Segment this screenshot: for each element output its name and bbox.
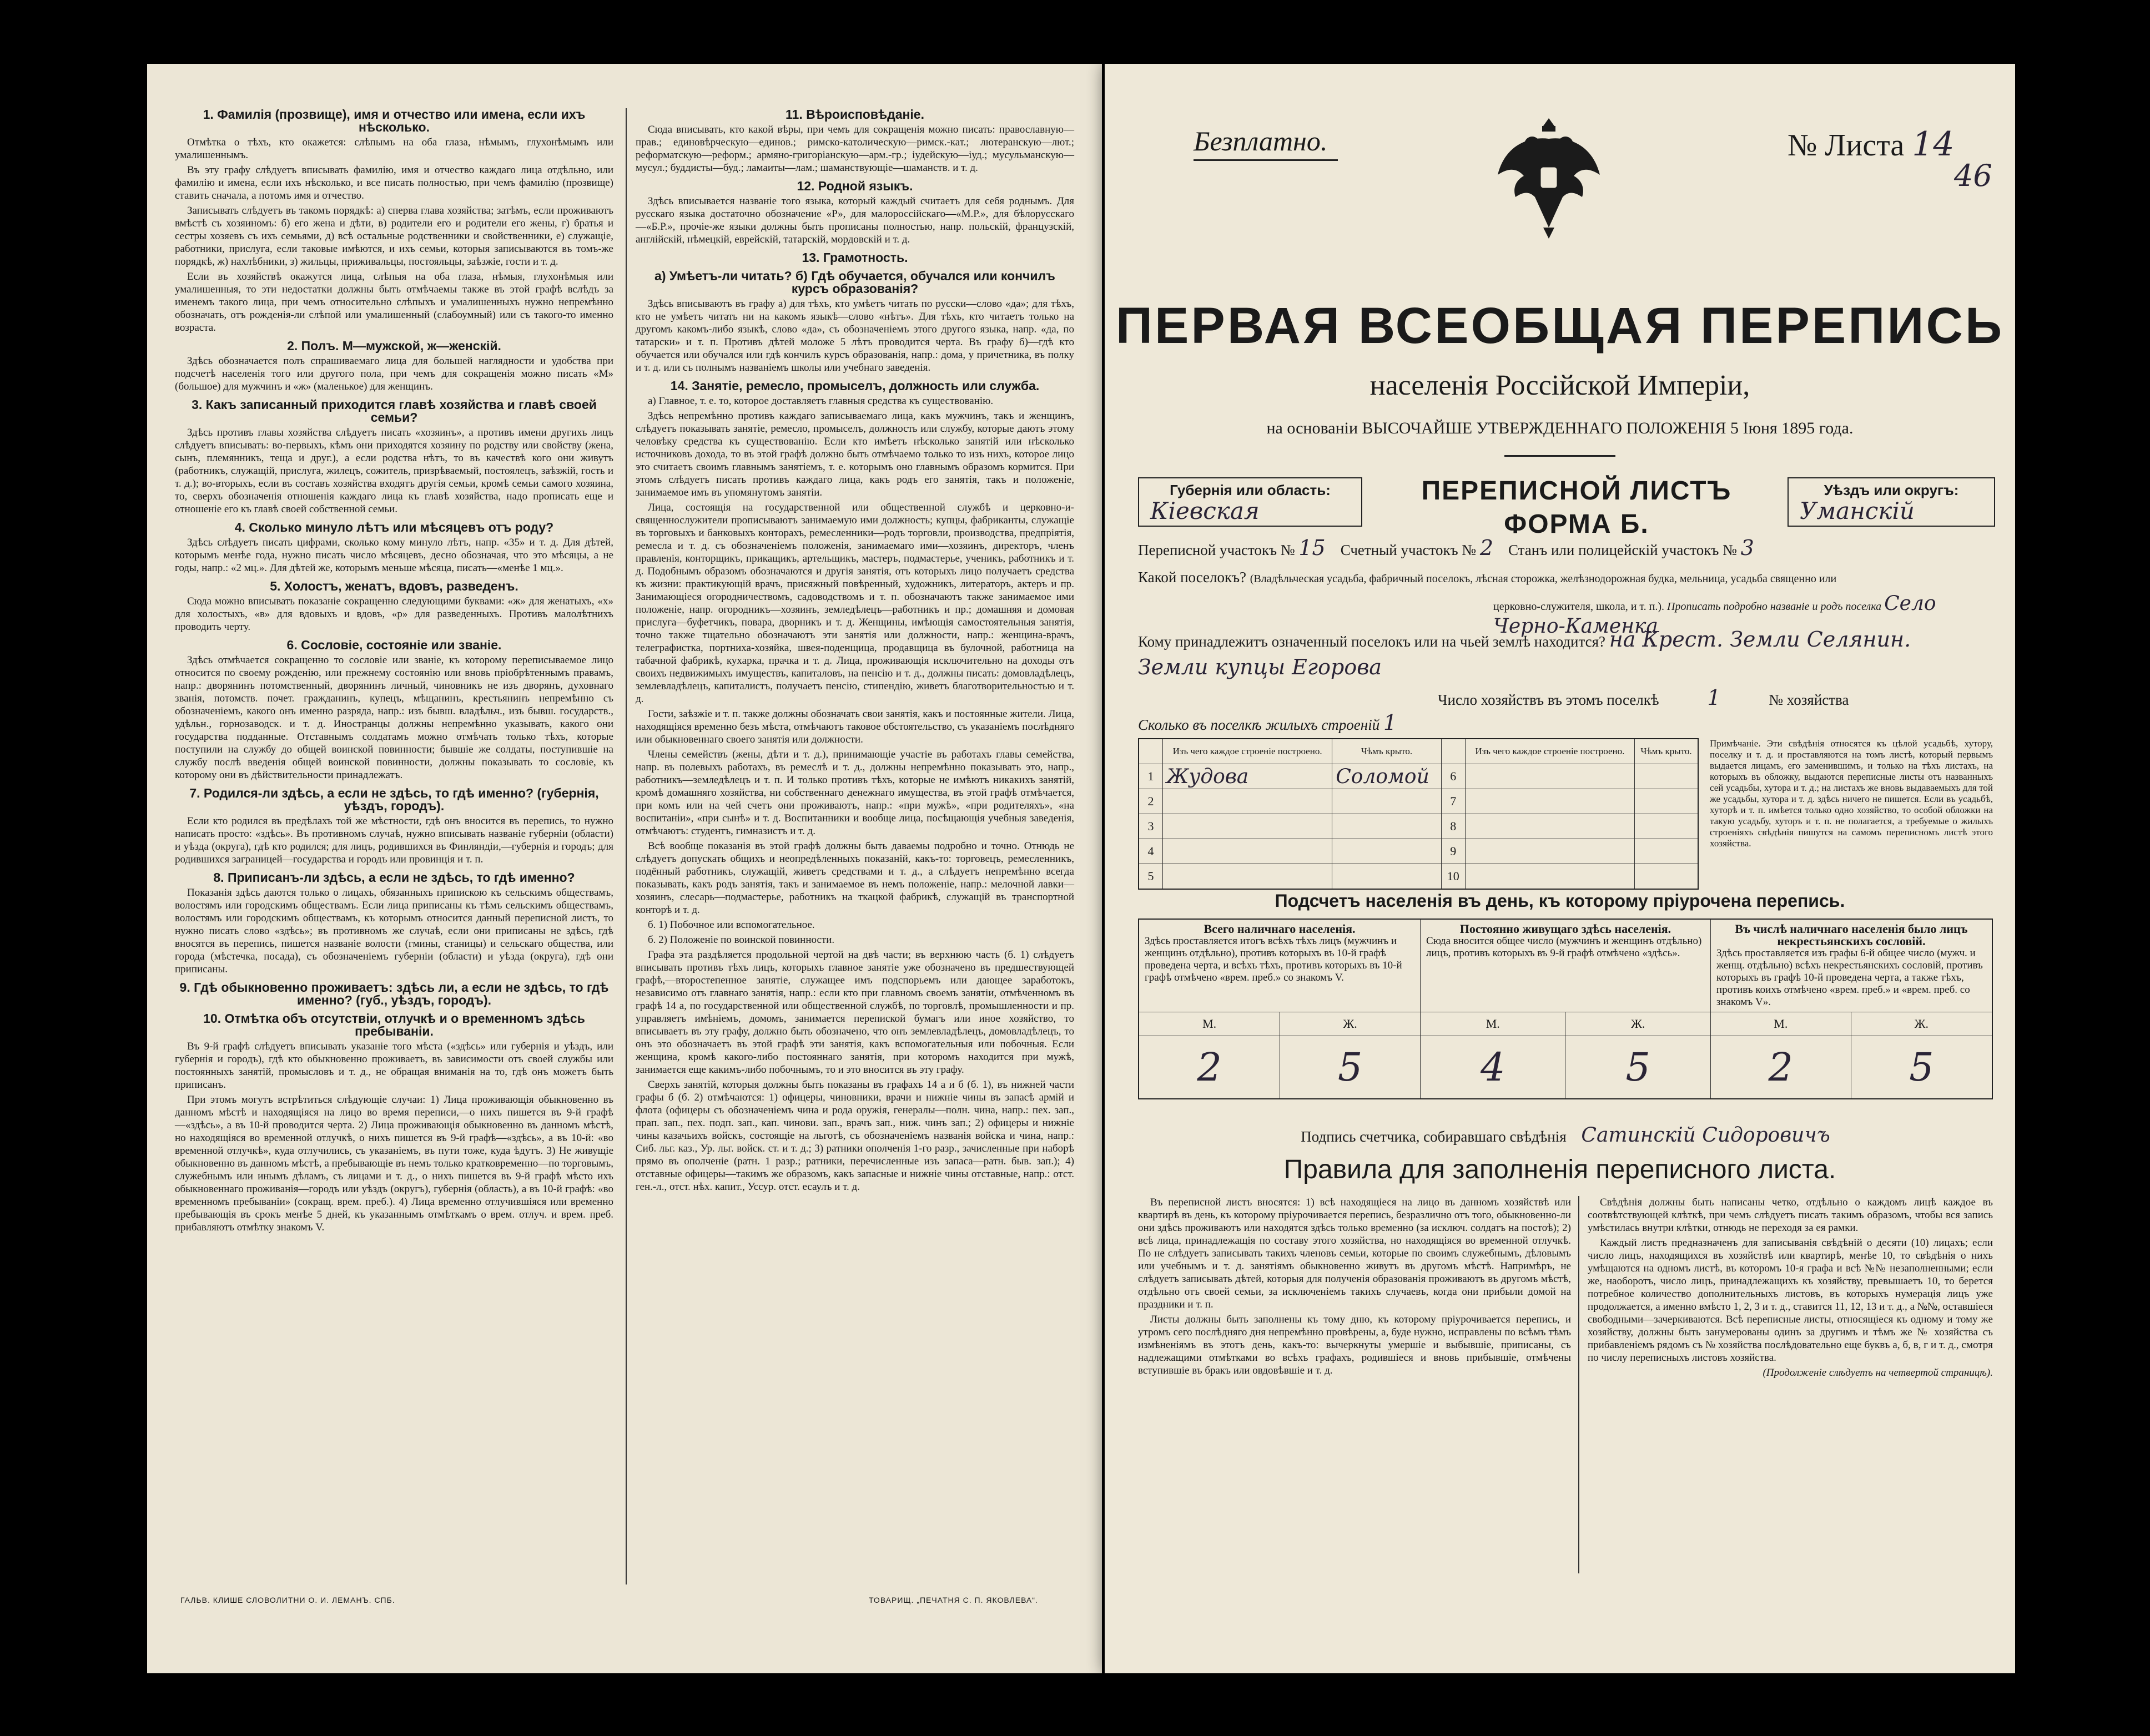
- male-header: М.: [1139, 1012, 1280, 1036]
- buildings-note: Примѣчаніе. Эти свѣдѣнія относятся къ цѣлой усадьбѣ, хутору, поселку и т. д. и проставляются на томъ листѣ, который первымъ выдается лицамъ, его заменившимъ, и только на тѣхъ листахъ, на которыхъ въ обложку, выдаются переписные листы отъ названныхъ сей усадьбы, хутора и т. д.; на листахъ же вновь выдаваемыхъ для той же усадьбы, хутора и т. д. здѣсь ничего не пишется. Если въ усадьбѣ, хуторѣ и т. п. имѣется только одно хозяйство, то особой обложки на такую усадьбу, хуторъ и т. п. не полагается, а требуемые о жилыхъ строеніяхъ свѣдѣнія пишутся на самомъ переписномъ листѣ этого хозяйства.: [1710, 738, 1993, 849]
- instruction-paragraph: Здѣсь слѣдуетъ писать цифрами, сколько кому минуло лѣтъ, напр. «35» и т. д. Для дѣтей, которымъ менѣе года, нужно писать число мѣсяцевъ, десно обозначая, что это мѣсяцы, а не годы, напр.: «2 мц.». Для дѣтей же, которымъ меньше мѣсяца, писать—«менѣе 1 мц.».: [175, 537, 613, 574]
- roof-header-2: Чѣмъ крыто.: [1635, 739, 1699, 764]
- instruction-paragraph: Здѣсь противъ главы хозяйства слѣдуетъ писать «хозяинъ», а противъ имени другихъ лицъ слѣдуетъ вписывать: во-первыхъ, кѣмъ они приходятся хозяину по родству или свойству (жена, сынъ, племянникъ, теща и друг.), а если родства нѣтъ, то въ качествѣ кого они живутъ (работникъ, служащій, прислуга, жилецъ, сожитель, призрѣваемый, постоялецъ, заѣзжій, гость и т. д.); во-вторыхъ, если въ составъ хозяйства входятъ другія семьи, кромѣ семьи самого хозяина, то, сверхъ обозначенія отношенія каждаго лица къ главѣ хозяйства, надо прописать еще и отношеніе его къ главѣ своей собственной семьи.: [175, 427, 613, 515]
- instruction-heading: 3. Какъ записанный приходится главѣ хозяйства и главѣ своей семьи?: [192, 397, 597, 425]
- district-row: [1138, 536, 1993, 560]
- divider-rule: [1504, 455, 1615, 457]
- material-header-2: Изъ чего каждое строеніе построено.: [1465, 739, 1634, 764]
- instruction-paragraph: Графа эта раздѣляется продольной чертой на двѣ части; въ верхнюю часть (б. 1) слѣдуетъ вписывать противъ тѣхъ лицъ, которыхъ главное занятіе уже обозначено въ предшествующей графѣ,—второстепенное занятіе, служащее имъ подспорьемъ или дающее заработокъ, независимо отъ главнаго занятія, напр.: если кто при главномъ своемъ занятіи, отмѣченномъ въ графѣ 14 а, по государственной или общественной службѣ, по торговлѣ, промышленности и пр. управляетъ имѣніемъ, домомъ, занимается перепиской бумагъ или иное хозяйство, то вписываетъ въ эту графу, должно быть обозначено, что онъ землевладѣлецъ, домовладѣлецъ, то онъ это обозначаетъ въ этой графѣ эти занятія, какъ вспомогательныя или побочныя. Если женщина, кромѣ какого-либо постояннаго занятія, при которомъ находится при мужѣ, занимается еще какимъ-либо побочнымъ, то и это вносится въ эту графу.: [636, 949, 1074, 1076]
- rules-column-right: Свѣдѣнія должны быть написаны четко, отдѣльно о каждомъ лицѣ каждое въ соотвѣтствующей клѣткѣ, при чемъ слѣдуетъ писать такимъ образомъ, чтобы вся запись умѣстилась внутри клѣтки, отнюдь не переходя за ея рамки. Каждый листъ предназначенъ для записыванія свѣдѣній о десяти (10) лицахъ; если число лицъ, находящихся въ хозяйствѣ или квартирѣ, менѣе 10, то свѣдѣнія о нихъ умѣщаются на одномъ листѣ, въ которомъ 10-я графа и всѣ №№ незаполненными; если же, наоборотъ, число лицъ, принадлежащихъ къ хозяйству, превышаетъ 10, то берется потребное количество дополнительныхъ листовъ, въ которыхъ нумерація лицъ уже продолжается, а именно вмѣсто 1, 2, 3 и т. д., ставится 11, 12, 13 и т. д., а №№, оставшіеся свободными—зачеркиваются. Всѣ переписные листы, относящіеся къ одному и тому же хозяйству, должны быть занумерованы одинъ за другимъ и тѣмъ же № хозяйства съ прибавленіемъ рядомъ съ № хозяйства послѣдовательно еще буквъ а, б, в, г и т. д., смотря по числу переписныхъ листовъ хозяйства. (Продолженіе слѣдуетъ на четвертой страницѣ).: [1588, 1197, 1993, 1379]
- free-underline: [1194, 159, 1338, 161]
- non-peasant-female-count: 5: [1851, 1036, 1992, 1099]
- column-divider: [626, 108, 627, 1584]
- instruction-paragraph: Въ 9-й графѣ слѣдуетъ вписывать указаніе того мѣста («здѣсь» или губернія и уѣздъ, или губернія и городъ), гдѣ кто обыкновенно проживаетъ, въ зависимости отъ своей службы или постоянныхъ занятій, промысловъ и т. д., не обращая вниманія на то, гдѣ онъ можетъ быть приписанъ.: [175, 1041, 613, 1091]
- table-row: 4 9: [1139, 839, 1698, 864]
- instruction-paragraph: б. 1) Побочное или вспомогательное.: [648, 919, 815, 931]
- instruction-paragraph: Здѣсь вписываютъ въ графу а) для тѣхъ, кто умѣетъ читать по русски—слово «да»; для тѣхъ, кто не умѣетъ читать ни на какомъ языкѣ—слово «нѣтъ». Для тѣхъ, кто читаетъ только на другомъ какомъ-либо языкѣ, слово «да», съ обозначеніемъ этого другого языка, напр. «да, по татарски» и т. п. Противъ дѣтей моложе 5 лѣтъ проводится черта. Въ графу б)—гдѣ кто обучается или обучался или гдѣ кончилъ курсъ образованія, напр.: дома, у причетника, въ полку и т. д. или съ полнымъ названіемъ школы или учебнаго заведенія.: [636, 298, 1074, 374]
- households-label: Число хозяйствъ въ этомъ поселкѣ: [1438, 692, 1659, 708]
- police-district-label: Станъ или полицейскій участокъ №: [1508, 542, 1737, 558]
- sheet-type-line-1: ПЕРЕПИСНОЙ ЛИСТЪ: [1421, 476, 1732, 506]
- printer-credit-left: ГАЛЬВ. КЛИШЕ СЛОВОЛИТНИ О. И. ЛЕМАНЪ. СПБ.: [180, 1596, 395, 1604]
- population-count-table: [1138, 919, 1993, 1099]
- printer-credit-right: ТОВАРИЩ. „ПЕЧАТНЯ С. П. ЯКОВЛЕВА“.: [869, 1596, 1038, 1604]
- settlement-value: Село Черно-Каменка: [1493, 592, 1936, 638]
- instruction-paragraph: Если кто родился въ предѣлахъ той же мѣстности, гдѣ онъ вносится въ перепись, то нужно написать просто: «здѣсь». Въ противномъ случаѣ, нужно вписывать названіе губерніи (области) и уѣзда (округа), гдѣ кто родился; для лицъ, родившихся въ Финляндіи,—губернія и городъ; для родившихся заграницей—государства и городъ или провинція и т. п.: [175, 815, 613, 865]
- settlement-hint-3: Прописать подробно названіе и родъ поселка: [1667, 600, 1882, 613]
- instruction-heading: 1. Фамилія (прозвище), имя и отчество или имена, если ихъ нѣсколько.: [203, 107, 586, 134]
- households-row: [1438, 685, 1993, 710]
- count-header-non-peasant: Въ числѣ наличнаго населенія было лицъ некрестьянскихъ сословій.: [1735, 922, 1968, 948]
- count-header-permanent: Постоянно живущаго здѣсь населенія.: [1459, 922, 1671, 936]
- female-header: Ж.: [1851, 1012, 1992, 1036]
- gubernia-label: Губернія или область:: [1170, 482, 1331, 498]
- instruction-paragraph: Сюда можно вписывать показаніе сокращенно следующими буквами: «ж» для женатыхъ, «х» для холостыхъ, «в» для вдовыхъ и вдовъ, «р» для разведенныхъ. Противъ малолѣтнихъ проводить черту.: [175, 596, 613, 633]
- household-number-label: № хозяйства: [1769, 692, 1849, 708]
- buildings-table: [1138, 738, 1699, 890]
- buildings-value: 1: [1383, 710, 1397, 735]
- building-roof: Соломой: [1332, 764, 1442, 789]
- sheet-number-value: 14: [1912, 125, 1955, 164]
- owner-value-2: Земли купцы Егорова: [1138, 655, 1382, 679]
- instruction-paragraph: Члены семействъ (жены, дѣти и т. д.), принимающіе участіе въ работахъ главы семейства, напр. въ полевыхъ работахъ, въ ремеслѣ и т. д., должны непремѣнно показывать это, напр., работникъ—земледѣлецъ и т. п. И только противъ тѣхъ, которые не имѣютъ никакихъ занятій, кромѣ домашняго хозяйства, ни собственнаго денежнаго имущества, въ этой графѣ отмѣчается, при комъ или на чей счетъ они проживаютъ, напр.: «при мужѣ», «при родителяхъ», «на воспитаніи», «при сынѣ» и т. д. Воспитанники и вообще лица, посѣщающія учебныя заведенія, отмѣчаютъ: студентъ, гимназистъ и т. д.: [636, 749, 1074, 837]
- instruction-heading: 2. Полъ. М—мужской, ж—женскій.: [287, 339, 501, 353]
- instruction-heading: 14. Занятіе, ремесло, промыселъ, должность или служба.: [670, 379, 1040, 393]
- uezd-box: [1788, 477, 1995, 527]
- police-district-value: 3: [1740, 536, 1754, 560]
- gubernia-box: [1138, 477, 1362, 527]
- settlement-hint: (Владѣльческая усадьба, фабричный поселокъ, лѣсная сторожка, желѣзнодорожная будка, мельница, усадьба священно или: [1250, 573, 1837, 585]
- uezd-value: Уманскій: [1800, 497, 1915, 524]
- table-row: 5 10: [1139, 864, 1698, 890]
- buildings-row: [1138, 710, 1993, 735]
- document-title: ПЕРВАЯ ВСЕОБЩАЯ ПЕРЕПИСЬ: [1115, 297, 2005, 354]
- count-district-value: 2: [1479, 536, 1494, 560]
- total-female-count: 5: [1280, 1036, 1421, 1099]
- instruction-paragraph: Въ эту графу слѣдуетъ вписывать фамилію, имя и отчество каждаго лица отдѣльно, или фамилію и имена, если ихъ нѣсколько, и все писать полностью, при чемъ фамилію (прозвище) ставить сначала, а потомъ имя и отчество.: [175, 164, 613, 201]
- instruction-paragraph: Гости, заѣзжіе и т. п. также должны обозначать свои занятія, какъ и постоянные жители. Лица, находящіяся временно безъ мѣста, отмѣчаютъ таковое обстоятельство, съ указаніемъ послѣдняго или обыкновеннаго своего занятія или должности.: [636, 708, 1074, 745]
- count-header-total: Всего наличнаго населенія.: [1204, 922, 1356, 936]
- instruction-heading: 4. Сколько минуло лѣтъ или мѣсяцевъ отъ роду?: [234, 520, 554, 534]
- total-male-count: 2: [1139, 1036, 1280, 1099]
- female-header: Ж.: [1565, 1012, 1710, 1036]
- count-district-label: Счетный участокъ №: [1340, 542, 1477, 558]
- instruction-heading: 8. Приписанъ-ли здѣсь, а если не здѣсь, то гдѣ именно?: [213, 870, 575, 885]
- owner-row: [1138, 627, 1993, 652]
- instruction-paragraph: б. 2) Положеніе по воинской повинности.: [648, 934, 835, 946]
- sheet-number-value-2: 46: [1954, 158, 1992, 193]
- count-text-non-peasant: Здѣсь проставляется изъ графы 6-й общее число (мужч. и женщ. отдѣльно) всѣхъ некрестьянскихъ сословій, противъ которыхъ въ графѣ 10-й проведена черта, а также тѣхъ, противъ коихъ отмѣчено «врем. преб.» и «врем. преб. со знакомъ V».: [1716, 947, 1983, 1008]
- sheet-type: [1366, 475, 1788, 541]
- sheet-type-line-2: ФОРМА Б.: [1504, 509, 1649, 539]
- building-material: Жудова: [1163, 764, 1332, 789]
- census-district-value: 15: [1298, 536, 1326, 560]
- roof-header: Чѣмъ крыто.: [1332, 739, 1442, 764]
- instructions-column-2: [636, 103, 1074, 1195]
- instructions-column-1: [175, 103, 613, 1236]
- count-text-total: Здѣсь проставляется итогъ всѣхъ тѣхъ лицъ (мужчинъ и женщинъ отдѣльно), противъ которыхъ въ 10-й графѣ проведена черта, и всѣхъ тѣхъ, противъ которыхъ въ 10-й графѣ отмѣчено «врем. преб.» со знакомъ V.: [1145, 935, 1402, 983]
- enumerator-signature: Сатинскій Сидоровичъ: [1581, 1124, 1830, 1147]
- instruction-paragraph: Здѣсь отмѣчается сокращенно то сословіе или званіе, къ которому переписываемое лицо относится по своему рожденію, или прежнему состоянію или вновь пріобрѣтеннымъ правамъ, напр.: дворянинъ потомственный, дворянинъ личный, чиновникъ не изъ дворянъ, духовнаго званія, потомств. почет. гражданинъ, купецъ, мѣщанинъ, крестьянинъ непремѣнно съ обозначеніемъ, какого онъ именно разряда, напр.: изъ бывш. владѣльч., изъ бывш. государств., удѣльн., горнозаводск. и т. д. Иностранцы должны непремѣнно указывать, какого они государства подданные. Отставнымъ солдатамъ можно отмѣчать только тѣхъ, которые поступили на службу до общей воинской повинности; бывшіе же солдаты, поступившіе на службу послѣ введенія общей воинской повинности, должны показывать то сословіе, къ которому они въ дѣйствительности принадлежатъ.: [175, 654, 613, 781]
- sheet-number: [1788, 125, 1992, 193]
- document-subtitle: населенія Россійской Имперіи,: [1369, 370, 1750, 401]
- owner-row-2: [1138, 655, 1993, 679]
- enumerator-signature-row: [1138, 1124, 1993, 1147]
- instruction-heading: 5. Холостъ, женатъ, вдовъ, разведенъ.: [270, 579, 518, 593]
- instruction-paragraph: Здѣсь вписывается названіе того языка, который каждый считаетъ для себя роднымъ. Для русскаго языка достаточно обозначение «Р», для малороссійскаго—«М.Р.», для бѣлорусскаго—«Б.Р.», прочіе-же языки должны быть прописаны полностью, напр. польскій, французскій, англійскій, нѣмецкій, еврейскій, татарскій, мордовскій и т. д.: [636, 195, 1074, 245]
- non-peasant-male-count: 2: [1710, 1036, 1851, 1099]
- permanent-male-count: 4: [1421, 1036, 1565, 1099]
- instruction-paragraph: Всѣ вообще показанія въ этой графѣ должны быть даваемы подробно и точно. Отнюдь не слѣдуетъ допускать общихъ и неопредѣленныхъ показаній, какъ-то: торговецъ, ремесленникъ, подённый работникъ, служащій, живетъ средствами и т. д., а слѣдуетъ непремѣнно всегда показывать, какъ родъ занятія, такъ и занимаемое въ немъ положеніе, напр.: мелочной лавки—хозяинъ, слесарь—подмастерье, работникъ на ткацкой фабрикѣ, служащій въ транспортной конторѣ и т. д.: [636, 840, 1074, 916]
- instruction-heading: 10. Отмѣтка объ отсутствіи, отлучкѣ и о временномъ здѣсь пребываніи.: [203, 1011, 585, 1038]
- instruction-heading: 9. Гдѣ обыкновенно проживаетъ: здѣсь ли, а если не здѣсь, то гдѣ именно? (губ., уѣздъ, городъ).: [179, 980, 609, 1007]
- settlement-row: [1138, 569, 1993, 586]
- instruction-paragraph: При этомъ могутъ встрѣтиться слѣдующіе случаи: 1) Лица проживающія обыкновенно въ данномъ мѣстѣ и находящіяся на лицо во время переписи,—о нихъ пишется въ 9-й графѣ—«здѣсь», а въ 10-й проводится черта. 2) Лица проживающія обыкновенно въ данномъ мѣстѣ, но находящіяся во временной отлучкѣ, о нихъ пишется въ 9-й графѣ—«здѣсь», а въ 10-й: «во временной отлучкѣ», куда отлучились, съ указаніемъ, въ пути тоже, куда ѣдутъ. 3) Не живущіе обыкновенно въ данномъ мѣстѣ, а пребывающіе въ немъ только кратковременно—по торговымъ, служебнымъ или инымъ дѣламъ, съ лицами и т. д., о нихъ пишется въ 9-й графѣ мѣсто ихъ обыкновеннаго проживанія—городъ или уѣздъ (округъ), губернія (область), а въ 10-й графѣ: «во временномъ пребываніи» (сокращ. врем. преб.). 4) Лица временно отлучившіяся или временно пребывающія въ срокъ менѣе 5 дней, къ указаннымъ отмѣткамъ о врем. отлуч. и врем. преб. прибавляютъ отмѣтку знакомъ V.: [175, 1094, 613, 1233]
- rules-title: Правила для заполненія переписного листа.: [1283, 1155, 1836, 1184]
- instruction-paragraph: Если въ хозяйствѣ окажутся лица, слѣпыя на оба глаза, нѣмыя, глухонѣмыя или умалишенныя, то эти недостатки должны быть отмѣчаемы также въ этой графѣ вслѣдъ за именемъ такого лица, при чемъ относительно слѣпыхъ и умалишенныхъ нужно непремѣнно обозначать, отъ рожденія-ли слѣпой или умалишенный (слабоумный) или съ такого-то именно возраста.: [175, 271, 613, 334]
- rules-divider: [1578, 1196, 1579, 1573]
- male-header: М.: [1710, 1012, 1851, 1036]
- instruction-paragraph: Записывать слѣдуетъ въ такомъ порядкѣ: а) сперва глава хозяйства; затѣмъ, если проживаютъ вмѣстѣ съ хозяиномъ: б) его жена и дѣти, в) родители его и родители его жены, г) братья и сестры хозяевъ съ ихъ семьями, д) всѣ остальные родственники и свойственники, е) служащіе, работники, прислуга, если таковые имѣются, и ихъ семьи, которыя записываются въ томъ-же порядкѣ, ж) нахлѣбники, з) жильцы, приживальцы, постояльцы, заѣзжіе, гости и т. д.: [175, 205, 613, 268]
- instruction-heading: 6. Сословіе, состояніе или званіе.: [286, 638, 502, 652]
- instruction-heading: 12. Родной языкъ.: [797, 179, 913, 193]
- instruction-paragraph: Сюда вписывать, кто какой вѣры, при чемъ для сокращенія можно писать: православную—прав.; единовѣрческую—единов.; римско-католическую—римск.-кат.; лютеранскую—лют.; реформатскую—реформ.; армяно-григоріанскую—арм.-гр.; іудейскую—іуд.; мусульманскую—мусул.; буддисты—буд.; ламаиты—лам.; шаманствующіе—шаманств. и т. д.: [636, 124, 1074, 174]
- instruction-paragraph: Здѣсь обозначается полъ спрашиваемаго лица для большей наглядности и удобства при подсчетѣ населенія того или другого пола, при чемъ для сокращенія можно писать «М» (большое) для мужчинъ и «ж» (маленькое) для женщинъ.: [175, 355, 613, 392]
- double-headed-eagle-icon: [1493, 114, 1604, 241]
- instruction-heading: 13. Грамотность.: [802, 250, 908, 265]
- table-row: 1 Жудова Соломой 6: [1139, 764, 1698, 789]
- instruction-paragraph: а) Главное, т. е. то, которое доставляетъ главныя средства къ существованію.: [648, 395, 994, 407]
- legal-basis: на основаніи ВЫСОЧАЙШЕ УТВЕРЖДЕННАГО ПОЛОЖЕНІЯ 5 Іюня 1895 года.: [1266, 419, 1854, 437]
- settlement-label: Какой поселокъ?: [1138, 569, 1247, 586]
- male-header: М.: [1421, 1012, 1565, 1036]
- owner-label: Кому принадлежитъ означенный поселокъ или на чьей землѣ находится?: [1138, 633, 1605, 650]
- instruction-paragraph: Лица, состоящія на государственной или общественной службѣ и церковно-и-священнослужители прописываютъ занимаемую ими должность; купцы, фабриканты, служащіе въ торговыхъ и банковыхъ конторахъ, ремесленники—родъ торговли, производства, предпріятія, ремесла и т. д. съ обозначеніемъ положенія, занимаемаго ими—хозяинъ, директоръ, членъ правленія, конторщикъ, прикащикъ, артельщикъ, мастеръ, подмастерье, ученикъ, работникъ и т. д. Подобнымъ образомъ обозначаются и другія занятія, отъ которыхъ лицо получаетъ средства къ жизни: практикующій врачъ, присяжный повѣренный, художникъ, литераторъ, актеръ и пр. Занимающіеся огородничествомъ, садоводствомъ и т. п. обозначаютъ также занимаемое ими положеніе, напр. огородникъ—хозяинъ, земледѣлецъ—работникъ и пр.; домашняя и домовая прислуга—буфетчикъ, повара, дворникъ и т. д. Женщины, имѣющія самостоятельныя занятія, точно также тщательно обозначаютъ эти занятія или должности, напр.: женщина-врачъ, телеграфистка, портниха-хозяйка, швея-поденщица, продавщица въ булочной, работница на табачной фабрикѣ, кухарка, прачка и т. д. Лица, проживающія исключительно на доходы отъ своихъ недвижимыхъ имуществъ, капиталовъ, на пенсію и т. д., должны писать: домовладѣлецъ, землевладѣлецъ, капиталистъ, получаетъ пенсію, стипендію, живетъ благотворительностью и т. д.: [636, 502, 1074, 705]
- owner-value: на Крест. Земли Селянин.: [1609, 627, 1911, 652]
- count-title: Подсчетъ населенія въ день, къ которому пріурочена перепись.: [1275, 891, 1845, 911]
- left-page: [147, 64, 1102, 1673]
- settlement-hint-2: церковно-служителя, школа, и т. п.).: [1493, 600, 1664, 613]
- permanent-female-count: 5: [1565, 1036, 1710, 1099]
- buildings-label: Сколько въ поселкѣ жилыхъ строеній: [1138, 716, 1380, 733]
- instruction-paragraph: Показанія здѣсь даются только о лицахъ, обязанныхъ припискою къ сельскимъ обществамъ, волостямъ или городскимъ обществамъ. Если лица приписаны къ тѣмъ сельскимъ обществамъ, волостямъ или городскимъ обществамъ, къ которымъ относится данный переписной листъ, то нужно писать слово «здѣсь»; въ противномъ же случаѣ, если они приписаны не здѣсь, гдѣ вносятся въ перепись, пишется названіе волости (гмины, станицы) и сельскаго общества, или города (мѣстечка, посада), съ обозначеніемъ губерніи (области) и уѣзда (округа), гдѣ они приписаны.: [175, 887, 613, 975]
- instruction-paragraph: Сверхъ занятій, которыя должны быть показаны въ графахъ 14 а и б (б. 1), въ нижней части графы б (б. 2) отмѣчаются: 1) офицеры, чиновники, врачи и нижніе чины въ запасѣ армій и флота (офицеры съ обозначеніемъ чина и рода оружія, генералы—полн. чина, напр.: пех. зап., прап. зап., пех. подп. зап., кап. чинови. зап., врачъ зап., ниж. чинъ зап.; 2) офицеры и нижніе чины казачьихъ войскъ, состоящіе на льготѣ, съ обозначеніемъ названія войска и чина, напр.: Сиб. льг. каз., Ур. льг. войск. ст. и т. д.; 3) ратники ополченія 1-го разр., зачисленные при наборѣ прямо въ ополченіе (ратн. 1 разр.; ратники, перечисленные изъ запаса—ратн. быв. зап.); 4) отставные офицеры—такимъ же образомъ, какъ запасные и нижніе чины отставные, напр.: отст. ген.-л., отст. нѣх. капит., Уссур. отст. есаулъ и т. д.: [636, 1079, 1074, 1193]
- rules-column-left: Въ переписной листъ вносятся: 1) всѣ находящіеся на лицо въ данномъ хозяйствѣ или квартирѣ въ день, къ которому пріурочивается перепись, безразлично отъ того, обыкновенно-ли они здѣсь проживаютъ или находятся здѣсь только временно (за исключ. солдатъ на постоѣ); 2) всѣ лица, принадлежащія по составу этого хозяйства, но находящіяся во временной отлучкѣ. По не слѣдуетъ записывать такихъ членовъ семьи, которые по своимъ служебнымъ, дѣловымъ или учебнымъ и т. д. занятіямъ обыкновенно живутъ въ другомъ мѣстѣ. Напримѣръ, не слѣдуетъ записывать дѣтей, которыя для полученія образованія проживаютъ въ другомъ мѣстѣ, отдѣльно отъ своей семьи, за исключеніемъ такихъ случаевъ, когда они прибыли домой на праздники и т. п. Листы должны быть заполнены къ тому дню, къ которому пріурочивается перепись, и утромъ сего послѣдняго дня непремѣнно провѣрены, а, буде нужно, исправлены по всѣмъ тѣмъ измѣненіямъ въ этотъ день, какъ-то: вычеркнуты умершіе и выбывшіе, приписаны, съ надлежащими отмѣтками во всѣхъ графахъ, родившіеся и вновь прибывшіе, отмѣчены вступившіе въ бракъ или овдовѣвшіе и т. д.: [1138, 1197, 1571, 1376]
- census-district-label: Переписной участокъ №: [1138, 542, 1295, 558]
- count-text-permanent: Сюда вносится общее число (мужчинъ и женщинъ отдѣльно) лицъ, противъ которыхъ въ 9-й графѣ отмѣчено «здѣсь».: [1426, 935, 1702, 959]
- instruction-heading: 7. Родился-ли здѣсь, а если не здѣсь, то гдѣ именно? (губернія, уѣздъ, городъ).: [189, 786, 599, 813]
- female-header: Ж.: [1280, 1012, 1421, 1036]
- sheet-number-label: № Листа: [1788, 128, 1905, 163]
- instruction-paragraph: Здѣсь непремѣнно противъ каждаго записываемаго лица, какъ мужчинъ, такъ и женщинъ, слѣдуетъ показывать занятіе, ремесло, промыселъ, должность или службу, которые даютъ этому человѣку средства къ существованію. Если кто имѣетъ нѣсколько занятій или нѣсколько источниковъ дохода, то въ этой графѣ должно быть отмѣчаемо только то изъ нихъ, которое лицо это считаетъ своимъ главнымъ занятіемъ, т. е. которымъ оно главнымъ образомъ кормится. При этомъ слѣдуетъ писать противъ каждаго лица, какъ родъ его занятія, такъ и положеніе, занимаемое имъ въ упомянутомъ занятіи.: [636, 410, 1074, 498]
- material-header: Изъ чего каждое строеніе построено.: [1163, 739, 1332, 764]
- gubernia-value: Кіевская: [1150, 497, 1260, 524]
- free-label: Безплатно.: [1194, 125, 1328, 157]
- households-value: 1: [1707, 685, 1721, 710]
- instruction-paragraph: Отмѣтка о тѣхъ, кто окажется: слѣпымъ на оба глаза, нѣмымъ, глухонѣмымъ или умалишеннымъ.: [175, 137, 613, 161]
- instruction-heading: 11. Вѣроисповѣданіе.: [786, 107, 924, 122]
- uezd-label: Уѣздъ или округъ:: [1824, 482, 1959, 498]
- table-row: 3 8: [1139, 814, 1698, 839]
- right-page: [1105, 64, 2015, 1673]
- signature-label: Подпись счетчика, собиравшаго свѣдѣнія: [1301, 1128, 1567, 1145]
- instruction-heading: а) Умѣетъ-ли читать? б) Гдѣ обучается, обучался или кончилъ курсъ образованія?: [654, 269, 1055, 296]
- table-row: 2 7: [1139, 789, 1698, 814]
